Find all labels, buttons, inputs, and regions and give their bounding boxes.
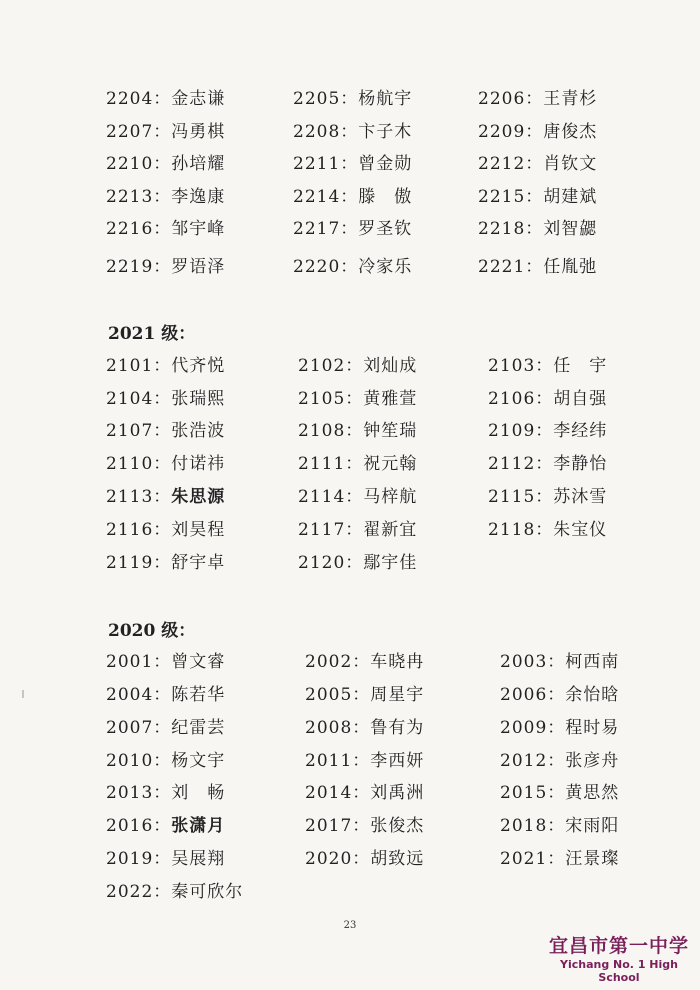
student-entry: [293, 182, 412, 212]
student-entry: [106, 548, 225, 578]
student-entry: [500, 811, 619, 841]
student-entry: [106, 647, 225, 677]
separator: ：: [352, 816, 371, 836]
student-id: 2113: [106, 487, 154, 507]
separator: ：: [525, 89, 544, 109]
student-id: 2022: [106, 882, 154, 902]
student-id: 2101: [106, 356, 154, 376]
student-name: 张潇月: [171, 816, 226, 836]
student-id: 2206: [478, 89, 526, 109]
separator: ：: [153, 882, 172, 902]
student-id: 2118: [488, 520, 536, 540]
separator: ：: [535, 454, 554, 474]
student-entry: [106, 449, 225, 479]
roster-row: [0, 713, 700, 743]
student-name: 李逸康: [171, 187, 226, 207]
student-entry: [305, 844, 424, 874]
student-id: 2216: [106, 219, 154, 239]
separator: ：: [352, 718, 371, 738]
student-entry: [106, 746, 225, 776]
separator: ：: [547, 849, 566, 869]
roster-row: [0, 351, 700, 381]
roster-row: [0, 149, 700, 179]
student-id: 2015: [500, 783, 548, 803]
separator: ：: [153, 389, 172, 409]
roster-row: [0, 449, 700, 479]
student-name: 李静怡: [553, 454, 608, 474]
separator: ：: [153, 849, 172, 869]
roster-row: [0, 811, 700, 841]
roster-row: [0, 680, 700, 710]
student-id: 2102: [298, 356, 346, 376]
roster-row: [0, 182, 700, 212]
student-id: 2115: [488, 487, 536, 507]
student-entry: [305, 713, 424, 743]
student-entry: [106, 182, 225, 212]
student-name: 杨文宇: [171, 751, 226, 771]
separator: ：: [153, 219, 172, 239]
student-id: 2204: [106, 89, 154, 109]
roster-row: [0, 515, 700, 545]
logo-chinese-name: 宜昌市第一中学: [548, 935, 689, 957]
student-name: 苏沐雪: [553, 487, 608, 507]
separator: ：: [547, 685, 566, 705]
student-name: 卞子木: [358, 122, 413, 142]
student-entry: [106, 713, 225, 743]
separator: ：: [153, 122, 172, 142]
separator: ：: [153, 454, 172, 474]
student-entry: [298, 515, 417, 545]
student-name: 胡自强: [553, 389, 608, 409]
separator: ：: [535, 421, 554, 441]
separator: ：: [340, 187, 359, 207]
student-name: 曾金勋: [358, 154, 413, 174]
student-id: 2212: [478, 154, 526, 174]
student-name: 柯西南: [565, 652, 620, 672]
student-id: 2111: [298, 454, 346, 474]
student-name: 肖钦文: [543, 154, 598, 174]
student-entry: [488, 384, 607, 414]
student-id: 2109: [488, 421, 536, 441]
separator: ：: [153, 816, 172, 836]
student-id: 2119: [106, 553, 154, 573]
student-entry: [488, 515, 607, 545]
student-id: 2011: [305, 751, 353, 771]
student-name: 金志谦: [171, 89, 226, 109]
separator: ：: [547, 816, 566, 836]
student-id: 2220: [293, 257, 341, 277]
student-id: 2219: [106, 257, 154, 277]
student-entry: [293, 149, 412, 179]
logo-english-name: Yichang No. 1 High School: [560, 958, 678, 984]
student-name: 朱思源: [171, 487, 226, 507]
separator: ：: [535, 520, 554, 540]
student-name: 李经纬: [553, 421, 608, 441]
separator: ：: [153, 553, 172, 573]
student-entry: [293, 214, 412, 244]
student-name: 罗语泽: [171, 257, 226, 277]
student-entry: [293, 252, 412, 282]
student-name: 马梓航: [363, 487, 418, 507]
student-id: 2211: [293, 154, 341, 174]
student-id: 2221: [478, 257, 526, 277]
student-entry: [293, 117, 412, 147]
roster-row: [0, 482, 700, 512]
separator: ：: [153, 421, 172, 441]
separator: ：: [345, 421, 364, 441]
student-entry: [488, 449, 607, 479]
roster-row: [0, 746, 700, 776]
student-name: 车晓冉: [370, 652, 425, 672]
student-entry: [500, 778, 619, 808]
student-entry: [478, 117, 597, 147]
student-entry: [305, 680, 424, 710]
separator: ：: [153, 520, 172, 540]
student-id: 2214: [293, 187, 341, 207]
student-id: 2009: [500, 718, 548, 738]
student-id: 2210: [106, 154, 154, 174]
student-name: 周星宇: [370, 685, 425, 705]
roster-row: [0, 117, 700, 147]
roster-row: [0, 548, 700, 578]
roster-row: [0, 877, 700, 907]
student-name: 唐俊杰: [543, 122, 598, 142]
student-id: 2021: [500, 849, 548, 869]
student-name: 邹宇峰: [171, 219, 226, 239]
separator: ：: [547, 718, 566, 738]
student-entry: [106, 811, 225, 841]
student-name: 刘灿成: [363, 356, 418, 376]
student-id: 2114: [298, 487, 346, 507]
student-entry: [305, 811, 424, 841]
student-entry: [488, 351, 607, 381]
student-entry: [298, 416, 417, 446]
student-id: 2010: [106, 751, 154, 771]
student-id: 2013: [106, 783, 154, 803]
student-id: 2106: [488, 389, 536, 409]
student-name: 张浩波: [171, 421, 226, 441]
student-name: 胡建斌: [543, 187, 598, 207]
student-name: 程时易: [565, 718, 620, 738]
student-id: 2107: [106, 421, 154, 441]
student-name: 张彦舟: [565, 751, 620, 771]
separator: ：: [352, 685, 371, 705]
student-entry: [298, 482, 417, 512]
student-name: 刘智勰: [543, 219, 598, 239]
student-name: 鲁有为: [370, 718, 425, 738]
separator: ：: [345, 520, 364, 540]
student-id: 2008: [305, 718, 353, 738]
separator: ：: [525, 187, 544, 207]
student-id: 2112: [488, 454, 536, 474]
student-entry: [293, 84, 412, 114]
student-id: 2017: [305, 816, 353, 836]
heading-2021: 2021 级：: [108, 324, 196, 344]
student-name: 翟新宜: [363, 520, 418, 540]
separator: ：: [535, 356, 554, 376]
student-entry: [305, 647, 424, 677]
student-entry: [305, 746, 424, 776]
separator: ：: [153, 487, 172, 507]
student-id: 2019: [106, 849, 154, 869]
student-id: 2108: [298, 421, 346, 441]
student-entry: [106, 680, 225, 710]
student-entry: [500, 844, 619, 874]
student-id: 2217: [293, 219, 341, 239]
student-id: 2213: [106, 187, 154, 207]
student-id: 2016: [106, 816, 154, 836]
student-entry: [298, 384, 417, 414]
student-name: 刘禹洲: [370, 783, 425, 803]
separator: ：: [352, 783, 371, 803]
student-entry: [298, 548, 417, 578]
student-id: 2006: [500, 685, 548, 705]
separator: ：: [352, 652, 371, 672]
student-entry: [106, 252, 225, 282]
page-number: 23: [343, 920, 357, 931]
separator: ：: [345, 389, 364, 409]
student-entry: [478, 84, 597, 114]
student-entry: [488, 482, 607, 512]
student-name: 冯勇棋: [171, 122, 226, 142]
student-name: 吴展翔: [171, 849, 226, 869]
school-logo: [544, 931, 694, 984]
student-entry: [500, 713, 619, 743]
separator: ：: [547, 783, 566, 803]
student-entry: [305, 778, 424, 808]
student-name: 付诺祎: [171, 454, 226, 474]
student-id: 2215: [478, 187, 526, 207]
student-entry: [106, 149, 225, 179]
student-id: 2004: [106, 685, 154, 705]
separator: ：: [535, 487, 554, 507]
student-name: 滕 傲: [358, 187, 413, 207]
student-entry: [478, 252, 597, 282]
student-entry: [500, 647, 619, 677]
roster-row: [0, 844, 700, 874]
student-name: 舒宇卓: [171, 553, 226, 573]
student-id: 2014: [305, 783, 353, 803]
separator: ：: [525, 219, 544, 239]
student-entry: [106, 84, 225, 114]
student-entry: [478, 214, 597, 244]
roster-row: [0, 384, 700, 414]
student-id: 2018: [500, 816, 548, 836]
separator: ：: [153, 718, 172, 738]
student-name: 张瑞熙: [171, 389, 226, 409]
student-name: 刘 畅: [171, 783, 226, 803]
student-name: 黄雅萱: [363, 389, 418, 409]
student-id: 2218: [478, 219, 526, 239]
separator: ：: [153, 257, 172, 277]
student-id: 2105: [298, 389, 346, 409]
roster-row: [0, 778, 700, 808]
roster-row: [0, 647, 700, 677]
student-name: 宋雨阳: [565, 816, 620, 836]
separator: ：: [525, 122, 544, 142]
student-name: 孙培耀: [171, 154, 226, 174]
student-entry: [298, 351, 417, 381]
student-entry: [106, 877, 243, 907]
student-name: 李西妍: [370, 751, 425, 771]
student-id: 2207: [106, 122, 154, 142]
student-name: 冷家乐: [358, 257, 413, 277]
separator: ：: [153, 652, 172, 672]
heading-2020: 2020 级：: [108, 621, 196, 641]
roster-row: [0, 252, 700, 282]
student-id: 2002: [305, 652, 353, 672]
student-id: 2103: [488, 356, 536, 376]
separator: ：: [340, 154, 359, 174]
student-id: 2209: [478, 122, 526, 142]
student-entry: [478, 149, 597, 179]
student-name: 任胤弛: [543, 257, 598, 277]
student-name: 祝元翰: [363, 454, 418, 474]
student-name: 秦可欣尔: [171, 882, 244, 902]
student-name: 杨航宇: [358, 89, 413, 109]
separator: ：: [547, 652, 566, 672]
student-entry: [106, 214, 225, 244]
student-id: 2116: [106, 520, 154, 540]
separator: ：: [340, 219, 359, 239]
separator: ：: [340, 122, 359, 142]
student-name: 钟笙瑞: [363, 421, 418, 441]
student-entry: [106, 351, 225, 381]
student-name: 曾文睿: [171, 652, 226, 672]
student-id: 2001: [106, 652, 154, 672]
separator: ：: [153, 187, 172, 207]
separator: ：: [525, 154, 544, 174]
student-id: 2020: [305, 849, 353, 869]
student-id: 2003: [500, 652, 548, 672]
student-name: 刘昊程: [171, 520, 226, 540]
student-id: 2012: [500, 751, 548, 771]
student-id: 2007: [106, 718, 154, 738]
separator: ：: [525, 257, 544, 277]
student-id: 2104: [106, 389, 154, 409]
student-id: 2117: [298, 520, 346, 540]
separator: ：: [352, 751, 371, 771]
student-id: 2205: [293, 89, 341, 109]
student-name: 陈若华: [171, 685, 226, 705]
student-id: 2110: [106, 454, 154, 474]
student-name: 胡致远: [370, 849, 425, 869]
roster-row: [0, 214, 700, 244]
separator: ：: [340, 257, 359, 277]
student-entry: [106, 384, 225, 414]
student-entry: [106, 416, 225, 446]
student-id: 2208: [293, 122, 341, 142]
student-name: 任 宇: [553, 356, 608, 376]
separator: ：: [345, 356, 364, 376]
student-name: 张俊杰: [370, 816, 425, 836]
student-name: 纪雷芸: [171, 718, 226, 738]
student-entry: [500, 746, 619, 776]
separator: ：: [153, 685, 172, 705]
student-entry: [106, 844, 225, 874]
separator: ：: [547, 751, 566, 771]
student-name: 黄思然: [565, 783, 620, 803]
separator: ：: [153, 154, 172, 174]
student-entry: [478, 182, 597, 212]
separator: ：: [153, 751, 172, 771]
roster-row: [0, 416, 700, 446]
student-entry: [106, 515, 225, 545]
student-name: 王青杉: [543, 89, 598, 109]
separator: ：: [153, 783, 172, 803]
student-entry: [298, 449, 417, 479]
student-entry: [106, 778, 225, 808]
roster-row: [0, 84, 700, 114]
student-entry: [488, 416, 607, 446]
separator: ：: [153, 356, 172, 376]
student-entry: [106, 117, 225, 147]
student-id: 2005: [305, 685, 353, 705]
scan-mark: [22, 690, 24, 698]
student-name: 汪景璨: [565, 849, 620, 869]
student-id: 2120: [298, 553, 346, 573]
separator: ：: [345, 454, 364, 474]
student-name: 罗圣钦: [358, 219, 413, 239]
student-name: 朱宝仪: [553, 520, 608, 540]
separator: ：: [535, 389, 554, 409]
separator: ：: [352, 849, 371, 869]
separator: ：: [153, 89, 172, 109]
separator: ：: [345, 487, 364, 507]
student-name: 余怡晗: [565, 685, 620, 705]
student-name: 鄢宇佳: [363, 553, 418, 573]
student-entry: [106, 482, 225, 512]
separator: ：: [345, 553, 364, 573]
student-entry: [500, 680, 619, 710]
separator: ：: [340, 89, 359, 109]
student-name: 代齐悦: [171, 356, 226, 376]
